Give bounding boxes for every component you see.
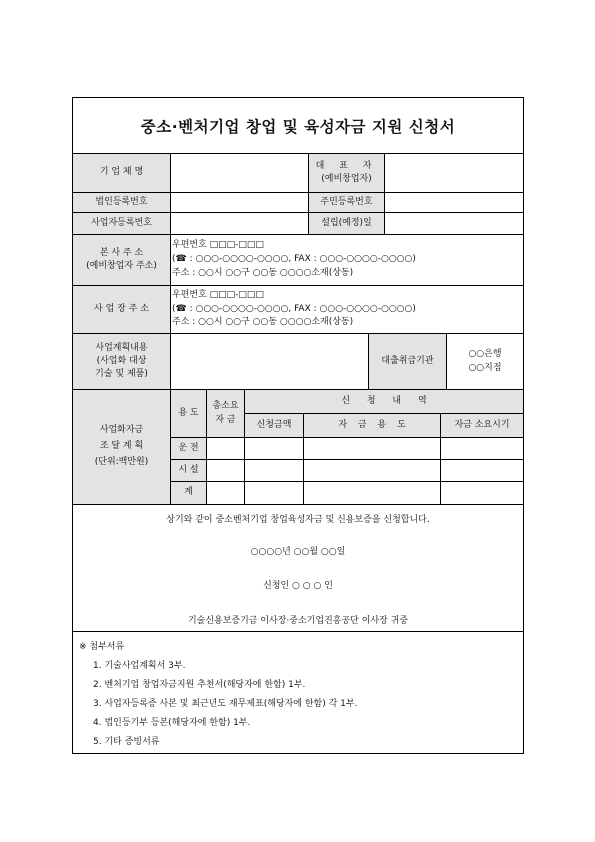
representative-field[interactable] xyxy=(385,154,523,193)
bank-label: 대출취급기관 xyxy=(369,334,447,390)
hq-street: 주소 : ○○시 ○○구 ○○동 ○○○○소재(상동) xyxy=(172,267,354,278)
attachments-heading: ※ 첨부서류 xyxy=(79,642,125,652)
row-facility-timing[interactable] xyxy=(441,460,523,482)
row-facility-label: 시 설 xyxy=(171,460,207,482)
row-total-amount[interactable] xyxy=(245,482,304,505)
attachment-item: 1. 기술사업계획서 3부. xyxy=(93,661,186,671)
attachment-item: 4. 법인등기부 등본(해당자에 한함) 1부. xyxy=(93,718,251,728)
row-operating-amount[interactable] xyxy=(245,438,304,460)
funding-label: 사업화자금 조 달 계 획 (단위:백만원) xyxy=(73,390,171,505)
declaration-addressee: 기술신용보증기금 이사장·중소기업진흥공단 이사장 귀중 xyxy=(187,616,409,626)
row-total-purpose[interactable] xyxy=(304,482,441,505)
founding-date-field[interactable] xyxy=(385,213,523,235)
col-amount-header: 신청금액 xyxy=(245,414,304,438)
founding-date-label: 설립(예정)일 xyxy=(309,213,385,235)
attachment-item: 2. 벤처기업 창업자금지원 추천서(해당자에 한함) 1부. xyxy=(93,680,306,690)
row-operating-purpose[interactable] xyxy=(304,438,441,460)
row-operating-label: 운 전 xyxy=(171,438,207,460)
hq-address-label: 본 사 주 소 (예비창업자 주소) xyxy=(73,235,171,286)
declaration-applicant: 신청인 ○ ○ ○ 인 xyxy=(263,581,333,591)
row-total-timing[interactable] xyxy=(441,482,523,505)
hq-postal: 우편번호 □□□-□□□ xyxy=(172,240,264,251)
form-title: 중소·벤처기업 창업 및 육성자금 지원 신청서 xyxy=(73,98,523,154)
declaration-statement: 상기와 같이 중소벤처기업 창업육성자금 및 신용보증을 신청합니다. xyxy=(166,515,430,525)
col-timing-header: 자금 소요시기 xyxy=(441,414,523,438)
corp-reg-label: 법인등록번호 xyxy=(73,193,171,213)
col-use-header: 용 도 xyxy=(171,390,207,438)
biz-reg-label: 사업자등록번호 xyxy=(73,213,171,235)
declaration-date: ○○○○년 ○○월 ○○일 xyxy=(250,547,346,557)
row-total-label: 계 xyxy=(171,482,207,505)
representative-label: 대 표 자 (예비창업자) xyxy=(309,154,385,193)
col-total-header: 총소요 자 금 xyxy=(207,390,245,438)
row-facility-purpose[interactable] xyxy=(304,460,441,482)
attachment-item: 3. 사업자등록증 사본 및 최근년도 재무제표(해당자에 한함) 각 1부. xyxy=(93,699,358,709)
hq-address-field[interactable] xyxy=(171,235,523,286)
row-operating-total[interactable] xyxy=(207,438,245,460)
site-phone: (☎ : ○○○-○○○○-○○○○, FAX : ○○○-○○○○-○○○○) xyxy=(172,303,416,314)
site-address-field[interactable] xyxy=(171,286,523,334)
attachment-item: 5. 기타 증빙서류 xyxy=(93,737,160,747)
site-street: 주소 : ○○시 ○○구 ○○동 ○○○○소재(상동) xyxy=(172,317,354,328)
section-divider xyxy=(73,631,523,632)
biz-reg-field[interactable] xyxy=(171,213,309,235)
plan-field[interactable] xyxy=(171,334,369,390)
col-apply-header: 신 청 내 역 xyxy=(245,390,523,414)
row-facility-total[interactable] xyxy=(207,460,245,482)
bank-field[interactable]: ○○은행 ○○지점 xyxy=(447,334,523,390)
hq-phone: (☎ : ○○○-○○○○-○○○○, FAX : ○○○-○○○○-○○○○) xyxy=(172,254,416,265)
attachments-list xyxy=(79,638,357,752)
row-facility-amount[interactable] xyxy=(245,460,304,482)
col-purpose-header: 자 금 용 도 xyxy=(304,414,441,438)
row-operating-timing[interactable] xyxy=(441,438,523,460)
site-postal: 우편번호 □□□-□□□ xyxy=(172,289,264,300)
corp-reg-field[interactable] xyxy=(171,193,309,213)
company-name-label: 기 업 체 명 xyxy=(73,154,171,193)
resident-reg-field[interactable] xyxy=(385,193,523,213)
row-total-total[interactable] xyxy=(207,482,245,505)
application-form xyxy=(72,97,524,754)
site-address-label: 사 업 장 주 소 xyxy=(73,286,171,334)
resident-reg-label: 주민등록번호 xyxy=(309,193,385,213)
plan-label: 사업계획내용 (사업화 대상 기술 및 제품) xyxy=(73,334,171,390)
company-name-field[interactable] xyxy=(171,154,309,193)
